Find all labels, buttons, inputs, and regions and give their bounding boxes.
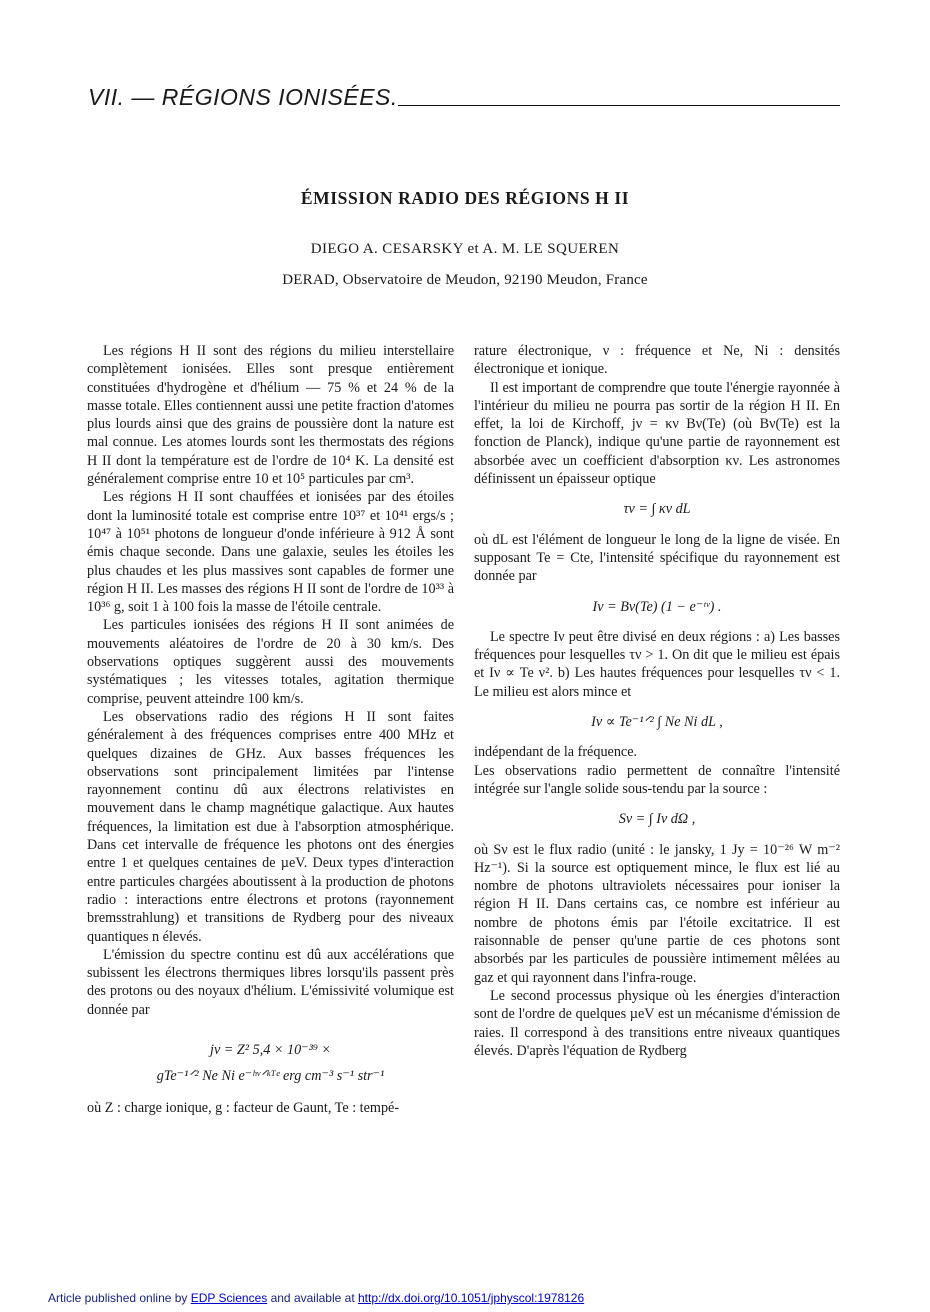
paragraph: où Z : charge ionique, g : facteur de Gaunt, Te : tempé- [87,1099,400,1116]
optical-depth-equation: τν = ∫ κν dL [623,501,691,518]
paragraph: Le second processus physique où les énergies d'interaction sont de l'ordre de quelques µeV est un mécanisme d'émission de raies. Il correspond à des transitions entre niveaux quantiques élevés. D'après l'équation de Rydberg [474,987,840,1059]
section-heading: VII. — RÉGIONS IONISÉES. [88,84,398,110]
flux-equation: Sν = ∫ Iν dΩ , [618,811,696,828]
paragraph: où dL est l'élément de longueur le long de la ligne de visée. En supposant Te = Cte, l'intensité spécifique du rayonnement est donnée par [474,531,840,585]
paragraph: L'émission du spectre continu est dû aux accélérations que subissent les électrons thermiques libres lorsqu'ils passent près des protons ou des noyaux d'hélium. L'émissivité volumique est donnée par [87,946,454,1018]
paragraph: Les régions H II sont chauffées et ionisées par des étoiles dont la luminosité totale est comprise entre 10³⁷ et 10⁴¹ ergs/s ; 10⁴⁷ à 10⁵¹ photons de longueur d'onde inférieure à 912 Å sont émis chaque seconde. Dans une galaxie, seules les étoiles les plus chaudes et les plus massives sont capables de former une région H II. Les masses des régions H II sont de l'ordre de 10³³ à 10³⁶ g, soit 1 à 100 fois la masse de l'étoile centrale. [87,489,454,616]
paragraph: Les régions H II sont des régions du milieu interstellaire complètement ionisées. Elles sont presque entièrement constituées d'hydrogène et d'hélium — 75 % et 24 % de la masse totale. Elles contiennent aussi une petite fraction d'atomes plus lourds ainsi que des grains de poussière dont la nature est mal connue. Les atomes lourds sont les thermostats des régions H II dont la température est de l'ordre de 10⁴ K. La densité est généralement comprise entre 10 et 10⁵ particules par cm³. [87,343,454,488]
paragraph: Il est important de comprendre que toute l'énergie rayonnée à l'intérieur du milieu ne pourra pas sortir de la région H II. En effet, la loi de Kirchoff, jν = κν Bν(Te) (où Bν(Te) est la fonction de Planck), indique qu'une partie de rayonnement est absorbée avec un coefficient d'absorption κν. Les astronomes définissent un épaisseur optique [474,379,840,488]
emissivity-equation [87,1037,454,1089]
paragraph: où Sν est le flux radio (unité : le jansky, 1 Jy = 10⁻²⁶ W m⁻² Hz⁻¹). Si la source est optiquement mince, le flux est lié au nombre de photons ultraviolets nécessaires pour ioniser la région H II. Dans certains cas, ce nombre est inférieur au nombre de photons émis par l'étoile excitatrice. Il est raisonnable de penser qu'une partie de ces photons sont absorbés par les particules de poussière intimement mêlées au gaz et qui rayonnent dans l'infra-rouge. [474,841,840,986]
article-affiliation: DERAD, Observatoire de Meudon, 92190 Meudon, France [282,272,648,288]
article-authors: DIEGO A. CESARSKY et A. M. LE SQUEREN [310,241,620,257]
right-column [474,342,840,1060]
footer-prefix: Article published online by [48,1291,191,1305]
equation-line: jν = Z² 5,4 × 10⁻³⁹ × [210,1041,331,1058]
intensity-equation: Iν = Bν(Te) (1 − e⁻ᵗᵛ) . [592,598,722,615]
left-column [87,342,454,1117]
equation-line: gTe⁻¹ᐟ² Ne Ni e⁻ʰᵛᐟᵏᵀᵉ erg cm⁻³ s⁻¹ str⁻¹ [156,1067,385,1084]
paragraph: indépendant de la fréquence. [474,744,638,761]
paragraph: Les particules ionisées des régions H II sont animées de mouvements aléatoires de l'ordre de 20 à 30 km/s. Des observations optiques suggèrent aussi des mouvements systématiques ; les vitesses totales, agitation thermique comprise, peuvent atteindre 100 km/s. [87,617,454,707]
article-title: ÉMISSION RADIO DES RÉGIONS H II [300,188,630,208]
thin-intensity-equation: Iν ∝ Te⁻¹ᐟ² ∫ Ne Ni dL , [591,714,723,731]
paragraph: rature électronique, ν : fréquence et Ne, Ni : densités électronique et ionique. [474,343,840,378]
footer-middle: and available at [267,1291,358,1305]
header-rule [398,105,840,106]
publisher-link[interactable]: EDP Sciences [190,1291,268,1305]
publication-footer [48,1291,584,1305]
paragraph: Les observations radio des régions H II sont faites généralement à des fréquences comprises entre 400 MHz et quelques dizaines de GHz. Aux basses fréquences les observations sont principalement limitées par l'intense rayonnement continu dû aux électrons relativistes en mouvement dans le champ magnétique galactique. Aux hautes fréquences, la limitation est due à l'absorption atmosphérique. Dans cet intervalle de fréquence les photons ont des énergies entre 1 et quelques centaines de µeV. Deux types d'interaction entre particules chargées aboutissent à la production de photons radio : interactions entre électrons et protons (rayonnement bremsstrahlung) et transitions de Rydberg pour des niveaux quantiques n élevés. [87,708,454,945]
paragraph: Le spectre Iν peut être divisé en deux régions : a) Les basses fréquences pour lesquelles τν > 1. On dit que le milieu est épais et Iν ∝ Te ν². b) Les hautes fréquences pour lesquelles τν < 1. Le milieu est alors mince et [474,628,840,700]
paragraph: Les observations radio permettent de connaître l'intensité intégrée sur l'angle solide sous-tendu par la source : [474,762,840,797]
running-header [88,84,840,114]
doi-link[interactable]: http://dx.doi.org/10.1051/jphyscol:1978126 [357,1291,585,1305]
